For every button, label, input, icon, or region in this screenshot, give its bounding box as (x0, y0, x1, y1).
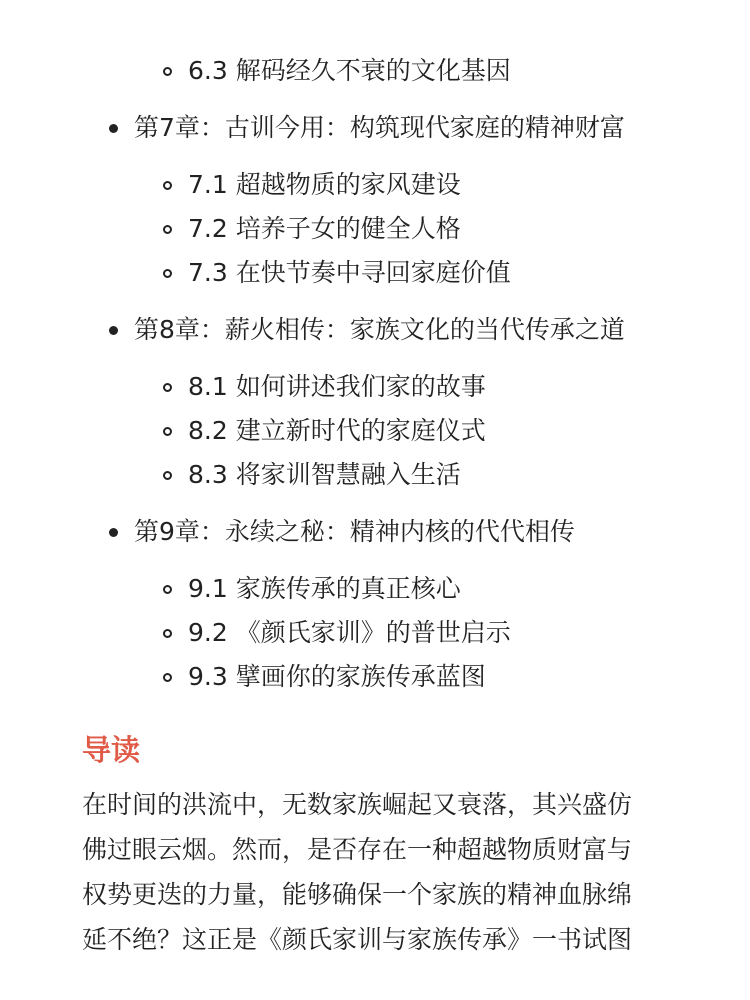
toc-chapter-7: 第7章：古训今用：构筑现代家庭的精神财富 (134, 113, 625, 142)
disc-bullet-icon (109, 326, 118, 335)
toc-sub-7-2: 7.2 培养子女的健全人格 (188, 214, 461, 243)
intro-heading: 导读 (82, 733, 141, 767)
toc-sub-8-2: 8.2 建立新时代的家庭仪式 (188, 416, 486, 445)
toc-sub-8-3: 8.3 将家训智慧融入生活 (188, 460, 461, 489)
circle-bullet-icon (163, 67, 172, 76)
circle-bullet-icon (163, 181, 172, 190)
intro-line: 佛过眼云烟。然而，是否存在一种超越物质财富与 (82, 835, 633, 864)
circle-bullet-icon (163, 269, 172, 278)
toc-chapter-8: 第8章：薪火相传：家族文化的当代传承之道 (134, 315, 625, 344)
disc-bullet-icon (109, 124, 118, 133)
circle-bullet-icon (163, 673, 172, 682)
toc-sub-8-1: 8.1 如何讲述我们家的故事 (188, 372, 486, 401)
intro-line: 权势更迭的力量，能够确保一个家族的精神血脉绵 (82, 880, 633, 909)
intro-line: 在时间的洪流中，无数家族崛起又衰落，其兴盛仿 (82, 790, 633, 819)
intro-line: 延不绝？这正是《颜氏家训与家族传承》一书试图 (82, 925, 633, 954)
toc-sub-6-3: 6.3 解码经久不衰的文化基因 (188, 56, 511, 85)
disc-bullet-icon (109, 528, 118, 537)
circle-bullet-icon (163, 471, 172, 480)
circle-bullet-icon (163, 383, 172, 392)
circle-bullet-icon (163, 225, 172, 234)
toc-sub-9-1: 9.1 家族传承的真正核心 (188, 574, 461, 603)
toc-sub-7-1: 7.1 超越物质的家风建设 (188, 170, 461, 199)
toc-chapter-9: 第9章：永续之秘：精神内核的代代相传 (134, 517, 575, 546)
toc-sub-9-2: 9.2 《颜氏家训》的普世启示 (188, 618, 511, 647)
toc-sub-7-3: 7.3 在快节奏中寻回家庭价值 (188, 258, 511, 287)
toc-sub-9-3: 9.3 擘画你的家族传承蓝图 (188, 662, 486, 691)
circle-bullet-icon (163, 427, 172, 436)
circle-bullet-icon (163, 629, 172, 638)
circle-bullet-icon (163, 585, 172, 594)
